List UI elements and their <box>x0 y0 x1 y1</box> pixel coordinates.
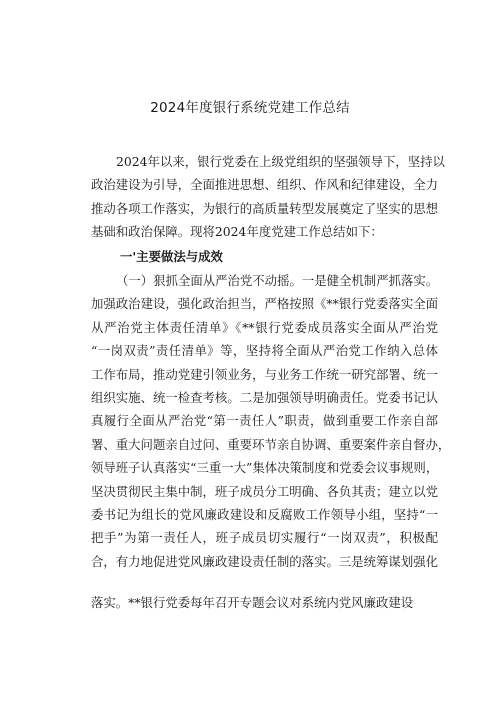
intro-paragraph <box>91 150 445 244</box>
paragraph-line: 政治建设为引导，全面推进思想、组织、作风和纪律建设，全力 <box>91 177 438 193</box>
paragraph-line: 合，有力地促进党风廉政建设责任制的落实。三是统筹谋划强化 <box>91 553 438 569</box>
paragraph-line: 领导班子认真落实“三重一大”集体决策制度和党委会议事规则， <box>91 460 439 476</box>
paragraph-line: 加强政治建设，强化政治担当，严格按照《**银行党委落实全面 <box>91 296 438 312</box>
paragraph-line: 基础和政治保障。现将2024年度党建工作总结如下： <box>91 224 383 240</box>
paragraph-line: 工作布局，推动党建引领业务，与业务工作统一研究部署、统一 <box>91 366 438 382</box>
paragraph-line: 坚决贯彻民主集中制，班子成员分工明确、各负其责；建立以党 <box>91 483 438 499</box>
continuation-paragraph <box>91 591 438 614</box>
paragraph-line: 推动各项工作落实，为银行的高质量转型发展奠定了坚实的思想 <box>91 200 438 216</box>
paragraph-line: 2024年以来，银行党委在上级党组织的坚强领导下，坚持以 <box>116 154 445 169</box>
paragraph-line: “一岗双责”责任清单》等，坚持将全面从严治党工作纳入总体 <box>91 343 438 359</box>
section-heading: 一'主要做法与成效 <box>120 249 223 264</box>
paragraph-line: 把手”为第一责任人，班子成员切实履行“一岗双责”，积极配 <box>91 530 438 546</box>
paragraph-line: 从严治党主体责任清单》《**银行党委成员落实全面从严治党 <box>91 319 438 335</box>
document-title: 2024年度银行系统党建工作总结 <box>150 100 350 116</box>
paragraph-line: 落实。**银行党委每年召开专题会议对系统内党风廉政建设 <box>91 595 414 610</box>
paragraph-line: 组织实施、统一检查考核。二是加强领导明确责任。党委书记认 <box>91 389 438 405</box>
section-paragraph <box>91 269 451 573</box>
paragraph-line: 署、重大问题亲自过问、重要环节亲自协调、重要案件亲自督办， <box>91 436 451 452</box>
paragraph-line: 委书记为组长的党风廉政建设和反腐败工作领导小组，坚持“一 <box>91 506 438 522</box>
paragraph-line: 真履行全面从严治党“第一责任人”职责，做到重要工作亲自部 <box>91 413 438 429</box>
paragraph-line: （一）狠抓全面从严治党不动摇。一是健全机制严抓落实。 <box>116 273 439 288</box>
